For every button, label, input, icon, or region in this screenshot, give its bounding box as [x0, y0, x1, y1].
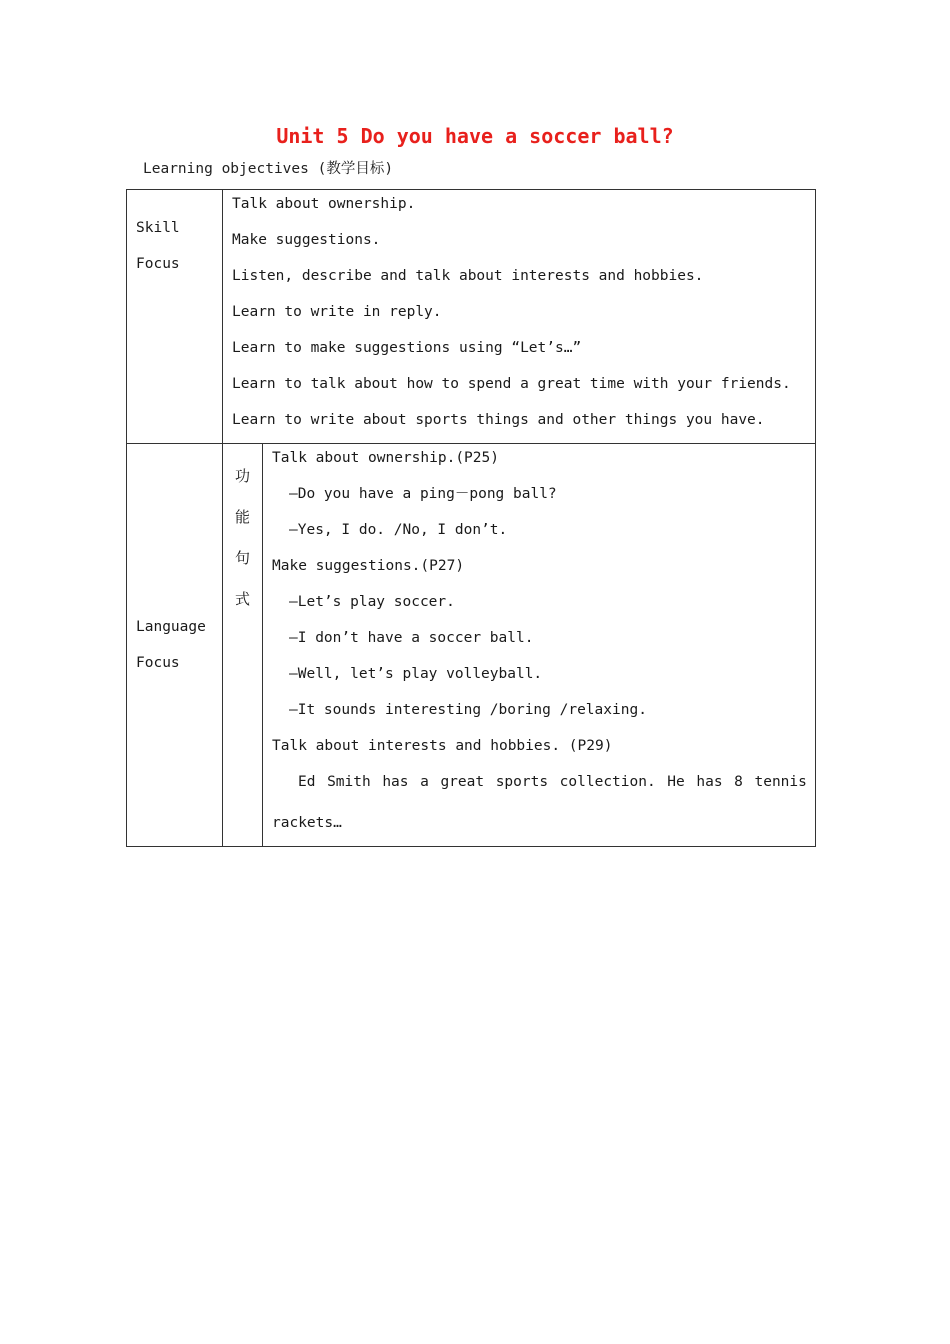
language-focus-label [127, 444, 223, 847]
vertical-char: 式 [234, 590, 250, 608]
skill-focus-content [223, 190, 816, 444]
skill-item: Learn to talk about how to spend a great time with your friends. [232, 376, 791, 392]
passage-word: He [667, 774, 685, 790]
skill-item: Learn to make suggestions using “Let’s…” [232, 340, 582, 356]
function-sentences-label [223, 444, 263, 847]
language-focus-row [127, 444, 816, 847]
passage-first-line [272, 773, 815, 814]
page-title: Unit 5 Do you have a soccer ball? [276, 124, 674, 148]
passage-last-line: rackets… [272, 815, 342, 831]
passage-word: collection. [559, 774, 656, 790]
language-line: —Well, let’s play volleyball. [289, 666, 543, 682]
language-line: Talk about interests and hobbies. (P29) [272, 738, 613, 754]
skill-item: Learn to write about sports things and other things you have. [232, 412, 765, 428]
language-line: —Yes, I do. /No, I don’t. [289, 522, 508, 538]
passage-word: 8 [734, 774, 743, 790]
section-subtitle: Learning objectives (教学目标) [143, 161, 394, 177]
vertical-char: 句 [234, 549, 250, 567]
skill-item: Listen, describe and talk about interests and hobbies. [232, 268, 704, 284]
language-line: —I don’t have a soccer ball. [289, 630, 534, 646]
skill-label-line2: Focus [136, 256, 180, 272]
language-label-line1: Language [136, 619, 206, 635]
passage-word: tennis [754, 774, 807, 790]
language-line: Talk about ownership.(P25) [272, 450, 499, 466]
passage-word: a [420, 774, 429, 790]
skill-focus-row [127, 190, 816, 444]
language-line: Make suggestions.(P27) [272, 558, 465, 574]
passage-word: great [440, 774, 485, 790]
language-focus-content [263, 444, 816, 847]
language-label-line2: Focus [136, 655, 180, 671]
language-line: —It sounds interesting /boring /relaxing. [289, 702, 647, 718]
skill-item: Make suggestions. [232, 232, 381, 248]
skill-focus-label [127, 190, 223, 444]
objectives-table [126, 189, 816, 847]
language-line: —Let’s play soccer. [289, 594, 455, 610]
passage-word: sports [495, 774, 549, 790]
passage-word: has [382, 774, 409, 790]
vertical-char: 功 [234, 467, 250, 485]
skill-label-line1: Skill [136, 220, 180, 236]
skill-item: Learn to write in reply. [232, 304, 442, 320]
language-line: —Do you have a ping－pong ball? [289, 486, 557, 502]
vertical-char: 能 [234, 508, 250, 526]
skill-item: Talk about ownership. [232, 196, 416, 212]
passage-word: Smith [327, 774, 371, 790]
passage-word: has [696, 774, 723, 790]
passage-word: Ed [298, 774, 316, 790]
